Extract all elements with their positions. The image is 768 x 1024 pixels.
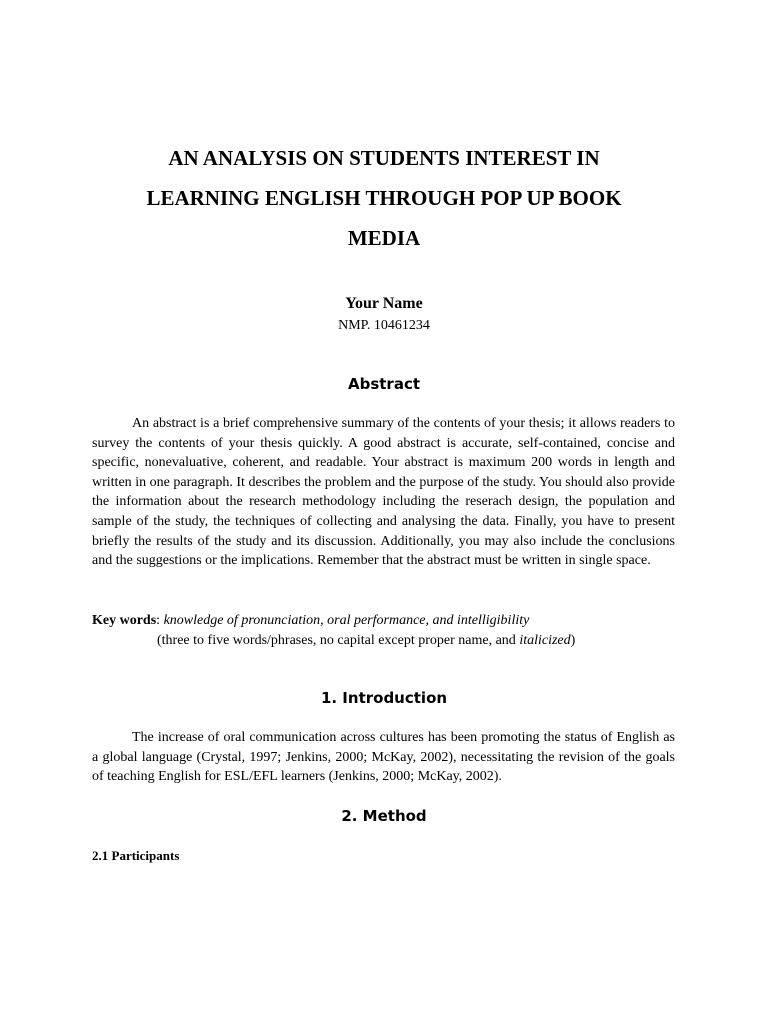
keywords-note-close: ) <box>570 633 576 648</box>
abstract-paragraph: An abstract is a brief comprehensive summary of the contents of your thesis; it allows readers to survey the contents of your thesis quickly. A good abstract is accurate, self-contained, concise and specific, nonevaluative, coherent, and readable. Your abstract is maximum 200 words in length and written in one paragraph. It describes the problem and the purpose of the study. You should also provide the information about the research methodology including the reserach design, the population and sample of the study, the techniques of collecting and analysing the data. Finally, you have to present briefly the results of the study and its discussion. Additionally, you may also include the conclusions and the suggestions or the implications. Remember that the abstract must be written in single space. <box>92 416 675 569</box>
author-id: NMP. 10461234 <box>338 318 430 333</box>
keywords-note-italic: italicized <box>519 633 571 648</box>
title-line-3: MEDIA <box>347 226 421 250</box>
participants-subheading: 2.1 Participants <box>92 848 180 863</box>
keywords-terms: knowledge of pronunciation, oral performance, and intelligibility <box>163 613 530 628</box>
title-line-1: AN ANALYSIS ON STUDENTS INTEREST IN <box>168 146 600 170</box>
author-name: Your Name <box>345 295 423 312</box>
keywords-label: Key words <box>92 613 157 628</box>
introduction-heading: 1. Introduction <box>320 689 448 707</box>
method-heading: 2. Method <box>341 807 427 825</box>
keywords-note-text: (three to five words/phrases, no capital except proper name, and <box>157 633 520 648</box>
title-line-2: LEARNING ENGLISH THROUGH POP UP BOOK <box>146 186 622 210</box>
paper-title <box>90 138 678 258</box>
abstract-heading: Abstract <box>347 375 421 393</box>
keywords <box>92 611 692 631</box>
keywords-note <box>157 631 677 651</box>
introduction-paragraph: The increase of oral communication across cultures has been promoting the status of English as a global language (Crystal, 1997; Jenkins, 2000; McKay, 2002), necessitating the revision of the goals of teaching English for ESL/EFL learners (Jenkins, 2000; McKay, 2002). <box>92 730 675 785</box>
keywords-colon: : <box>156 613 164 628</box>
